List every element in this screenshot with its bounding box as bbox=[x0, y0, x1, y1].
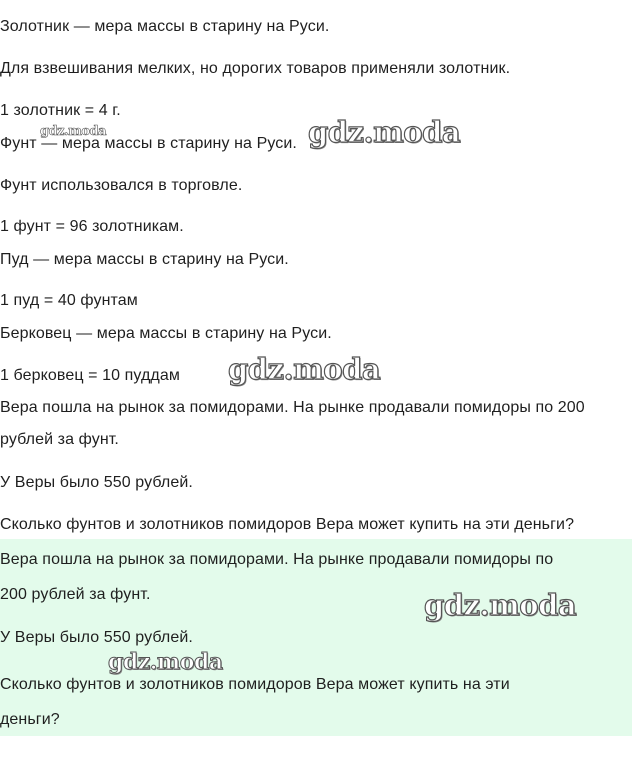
highlight-line: Сколько фунтов и золотников помидоров Вера может купить на эти bbox=[0, 676, 510, 693]
text-line: Вера пошла на рынок за помидорами. На рынке продавали помидоры по 200 bbox=[0, 399, 585, 416]
text-line: Пуд — мера массы в старину на Руси. bbox=[0, 251, 289, 268]
text-line: 1 фунт = 96 золотникам. bbox=[0, 218, 184, 235]
watermark: gdz.moda bbox=[108, 649, 223, 675]
text-line: Берковец — мера массы в старину на Руси. bbox=[0, 325, 332, 342]
highlight-line: Вера пошла на рынок за помидорами. На рынке продавали помидоры по bbox=[0, 551, 554, 568]
watermark: gdz.moda bbox=[228, 352, 381, 386]
watermark: gdz.moda bbox=[308, 115, 461, 149]
text-line: Фунт использовался в торговле. bbox=[0, 177, 243, 194]
text-line: 1 пуд = 40 фунтам bbox=[0, 292, 138, 309]
watermark: gdz.moda bbox=[40, 124, 107, 139]
text-line: Золотник — мера массы в старину на Руси. bbox=[0, 18, 330, 35]
highlight-line: деньги? bbox=[0, 711, 60, 728]
text-line: 1 золотник = 4 г. bbox=[0, 102, 121, 119]
text-line: У Веры было 550 рублей. bbox=[0, 474, 193, 491]
watermark: gdz.moda bbox=[424, 588, 577, 622]
text-line: Для взвешивания мелких, но дорогих товаров применяли золотник. bbox=[0, 60, 511, 77]
text-line: рублей за фунт. bbox=[0, 431, 119, 448]
text-line: Фунт — мера массы в старину на Руси. bbox=[0, 135, 297, 152]
text-line: 1 берковец = 10 пуддам bbox=[0, 367, 180, 384]
text-line: Сколько фунтов и золотников помидоров Вера может купить на эти деньги? bbox=[0, 516, 575, 533]
highlight-line: У Веры было 550 рублей. bbox=[0, 629, 193, 646]
highlight-line: 200 рублей за фунт. bbox=[0, 586, 151, 603]
